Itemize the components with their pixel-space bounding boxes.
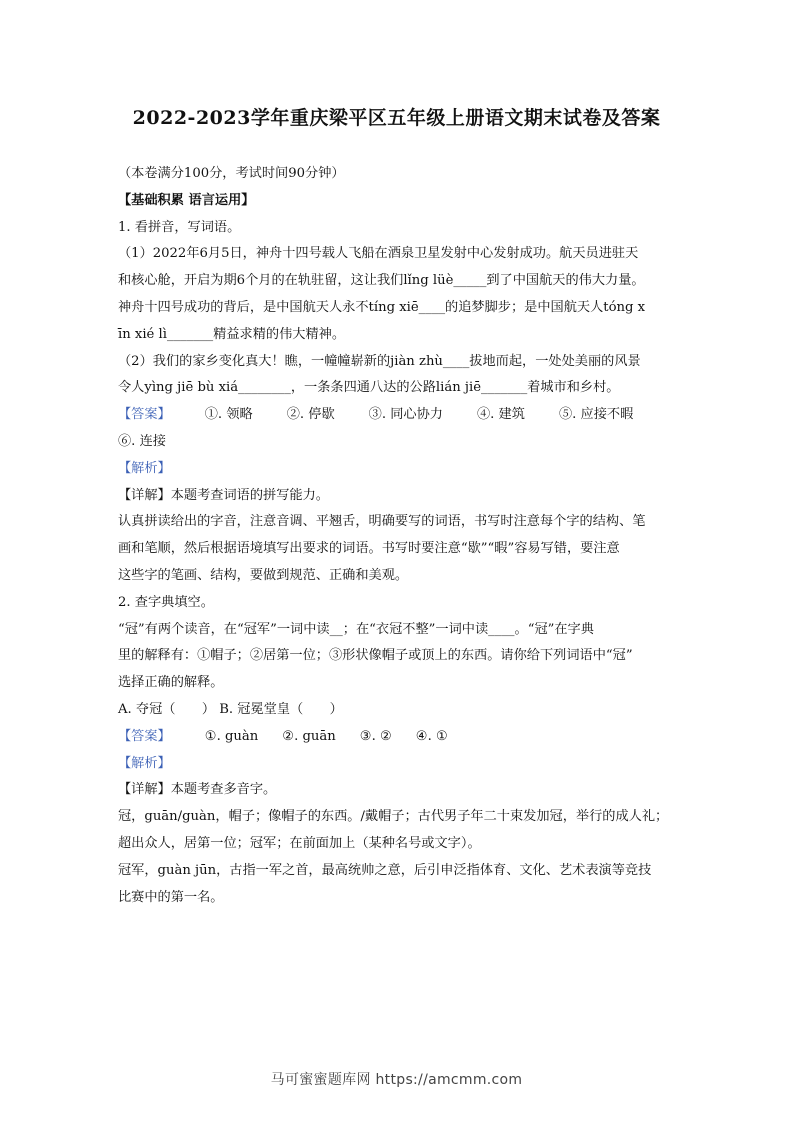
- q2-stem: 2. 查字典填空。: [118, 594, 214, 610]
- document-title: 2022-2023学年重庆梁平区五年级上册语文期末试卷及答案: [132, 107, 661, 129]
- q2-analysis-label: 【解析】: [118, 755, 171, 771]
- q2-answer-item-1: ①. guàn: [204, 728, 259, 744]
- q1-answer-item-1: ①. 领略: [204, 407, 253, 423]
- q1-answer-label: 【答案】: [118, 407, 171, 423]
- q1-detail-p-line1: 认真拼读给出的字音，注意音调、平翘舌，明确要写的词语，书写时注意每个字的结构、笔: [118, 514, 646, 530]
- q1-p2-line1: （2）我们的家乡变化真大！瞧，一幢幢崭新的jiàn zhù____拔地而起，一处处美丽的风景: [118, 353, 641, 369]
- q2-expl-line1: 冠，guān/guàn，帽子；像帽子的东西。/戴帽子；古代男子年二十束发加冠，举行的成人礼；: [118, 809, 669, 825]
- q1-analysis-label: 【解析】: [118, 460, 171, 476]
- q1-answer-line2: ⑥. 连接: [118, 433, 166, 449]
- q2-answer-label: 【答案】: [118, 728, 171, 744]
- q1-answer-item-3: ③. 同心协力: [368, 407, 443, 423]
- q1-answer-item-4: ④. 建筑: [476, 407, 525, 423]
- q1-p1-line4: īn xié lì_______精益求精的伟大精神。: [118, 326, 346, 342]
- q1-p1-line2: 和核心舱，开启为期6个月的在轨驻留，这让我们lǐng lüè_____到了中国航天的伟大力量。: [118, 273, 645, 289]
- q2-text-line2: 里的解释有：①帽子；②居第一位；③形状像帽子或顶上的东西。请你给下列词语中“冠”: [118, 648, 633, 664]
- q2-detail-line: 【详解】本题考查多音字。: [118, 782, 277, 798]
- q2-expl-line3: 冠军，guàn jūn，古指一军之首，最高统帅之意，后引申泛指体育、文化、艺术表演等竞技: [118, 862, 652, 878]
- section-heading: 【基础积累 语言运用】: [118, 192, 255, 208]
- q2-answer-item-2: ②. guān: [282, 728, 336, 744]
- page-footer: 马可蜜蜜题库网 https://amcmm.com: [270, 1072, 523, 1088]
- q2-text-line1: “冠”有两个读音，在“冠军”一词中读__；在“衣冠不整”一词中读____。“冠”在字典: [118, 621, 594, 637]
- exam-meta: （本卷满分100分，考试时间90分钟）: [118, 166, 345, 181]
- q1-detail-p-line3: 这些字的笔画、结构，要做到规范、正确和美观。: [118, 567, 409, 583]
- q2-expl-line4: 比赛中的第一名。: [118, 889, 224, 905]
- q2-answer-item-4: ④. ①: [415, 728, 448, 744]
- q2-options: A. 夺冠（ ） B. 冠冕堂皇（ ）: [118, 701, 343, 717]
- q1-detail-p-line2: 画和笔顺，然后根据语境填写出要求的词语。书写时要注意“歇”“暇”容易写错，要注意: [118, 541, 620, 557]
- q2-expl-line2: 超出众人，居第一位；冠军；在前面加上（某种名号或文字）。: [118, 835, 481, 851]
- q2-answer-row: [118, 724, 678, 751]
- q1-answer-item-2: ②. 停歇: [286, 407, 335, 423]
- q1-detail-line: 【详解】本题考查词语的拼写能力。: [118, 487, 329, 503]
- q2-text-line3: 选择正确的解释。: [118, 675, 224, 691]
- q1-answer-row: [118, 402, 678, 429]
- q1-p1-line1: （1）2022年6月5日，神舟十四号载人飞船在酒泉卫星发射中心发射成功。航天员进驻天: [118, 246, 639, 262]
- document-body: [118, 161, 678, 911]
- q2-answer-item-3: ③. ②: [359, 728, 392, 744]
- q1-p1-line3: 神舟十四号成功的背后，是中国航天人永不tíng xiē____的追梦脚步；是中国航天人tóng x: [118, 299, 646, 315]
- q1-stem: 1. 看拼音，写词语。: [118, 219, 241, 235]
- q1-answer-item-5: ⑤. 应接不暇: [558, 407, 634, 423]
- q1-p2-line2: 令人yìng jiē bù xiá________，一条条四通八达的公路lián jiē_______着城市和乡村。: [118, 380, 620, 396]
